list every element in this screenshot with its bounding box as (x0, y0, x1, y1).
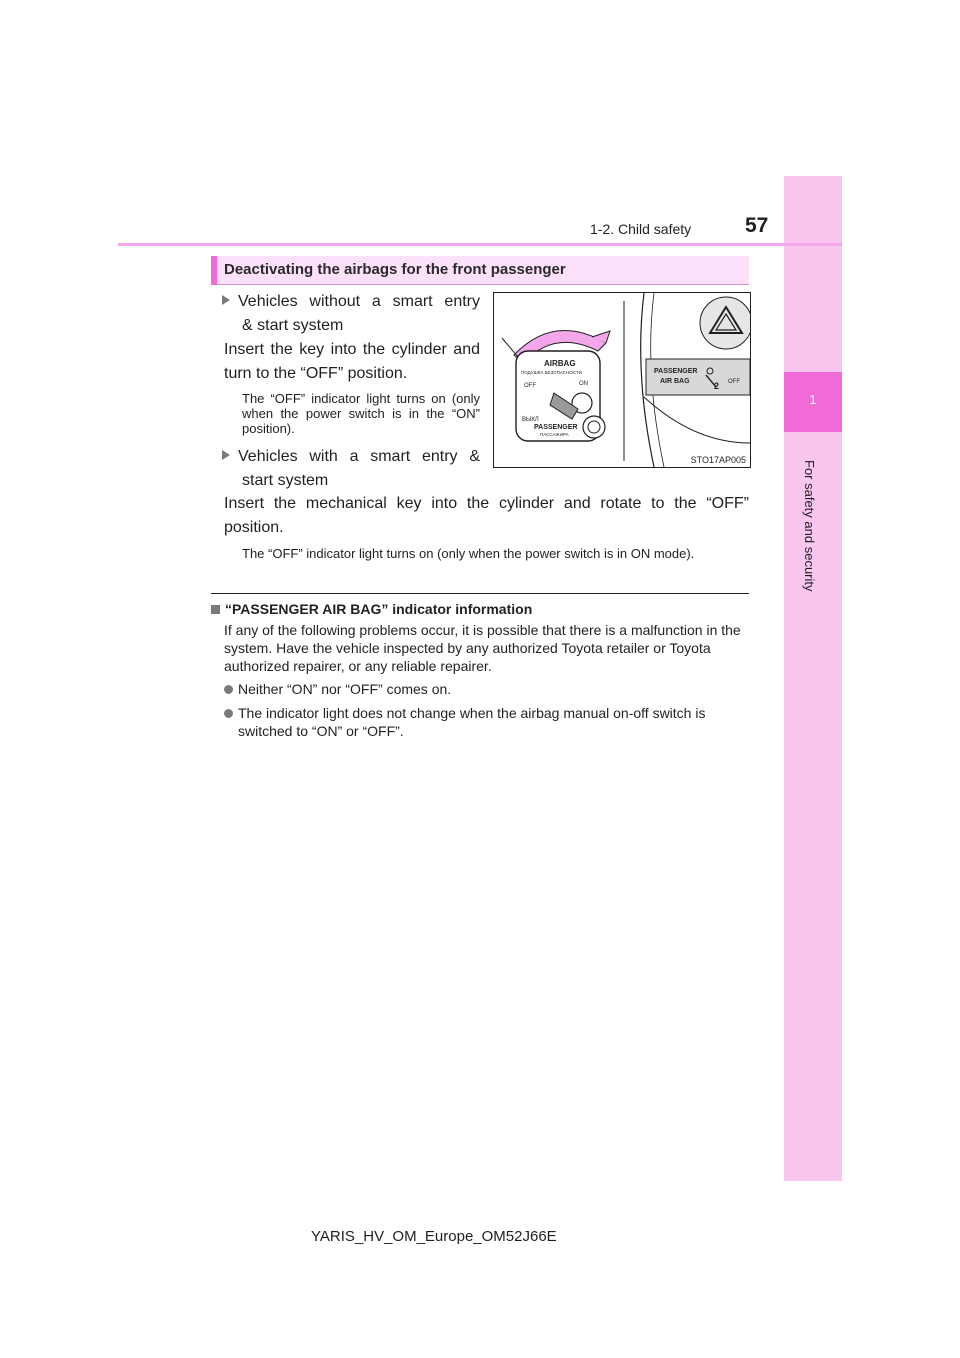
switch-off-label: OFF (524, 383, 536, 389)
round-bullet-icon (224, 709, 233, 718)
switch-passenger-label: PASSENGER (534, 424, 578, 431)
switch-on-label: ON (579, 381, 588, 387)
panel-airbag-label: AIR BAG (660, 378, 690, 385)
info-title: “PASSENGER AIR BAG” indicator information (211, 601, 532, 617)
switch-passenger-ru-label: ПАССАЖИРА (540, 432, 569, 437)
item1-note: The “OFF” indicator light turns on (only when the power switch is in the “ON” position). (242, 391, 480, 436)
item2-instruction: Insert the mechanical key into the cylinder and rotate to the “OFF” position. (224, 495, 749, 536)
footer-doc-id: YARIS_HV_OM_Europe_OM52J66E (311, 1228, 557, 1245)
figure-code: STO17AP005 (690, 455, 746, 465)
section-heading: Deactivating the airbags for the front passenger (224, 261, 566, 278)
section-title: 1-2. Child safety (590, 221, 692, 237)
item1-instruction: Insert the key into the cylinder and turn to the “OFF” position. (224, 341, 480, 382)
chapter-number: 1 (809, 392, 817, 407)
side-tab (784, 176, 842, 1181)
round-bullet-icon (224, 685, 233, 694)
chapter-label: For safety and security (802, 460, 817, 592)
item1-title: Vehicles without a smart entry & start system (222, 290, 480, 338)
panel-off-label: OFF (728, 379, 740, 385)
chapter-number-tab[interactable] (784, 372, 842, 432)
triangle-bullet-icon (222, 450, 230, 460)
triangle-bullet-icon (222, 295, 230, 305)
switch-airbag-ru-label: ПОДУШКА БЕЗОПАСНОСТИ (521, 370, 582, 375)
info-text: If any of the following problems occur, it is possible that there is a malfunction in the system. Have the vehicle inspected by any authorized Toyota retailer or Toyota authorized repairer, or any reliable repairer. (224, 622, 741, 674)
switch-off-ru-label: ВЫКЛ (522, 417, 539, 423)
switch-airbag-label: AIRBAG (544, 359, 576, 368)
section-divider (211, 593, 749, 594)
airbag-switch-illustration (494, 293, 750, 467)
airbag-switch-figure (493, 292, 751, 468)
heading-accent-bar (211, 256, 217, 285)
page-number: 57 (745, 214, 769, 237)
item2-title: Vehicles with a smart entry & start system (222, 445, 480, 493)
svg-text:2: 2 (714, 381, 720, 391)
info-bullet-2: The indicator light does not change when the airbag manual on-off switch is switched to “ON” or “OFF”. (224, 704, 749, 740)
info-bullet-1: Neither “ON” nor “OFF” comes on. (224, 680, 749, 698)
item2-note: The “OFF” indicator light turns on (only when the power switch is in ON mode). (242, 546, 695, 561)
panel-passenger-label: PASSENGER (654, 368, 698, 375)
header-rule (118, 243, 842, 246)
square-bullet-icon (211, 605, 220, 614)
